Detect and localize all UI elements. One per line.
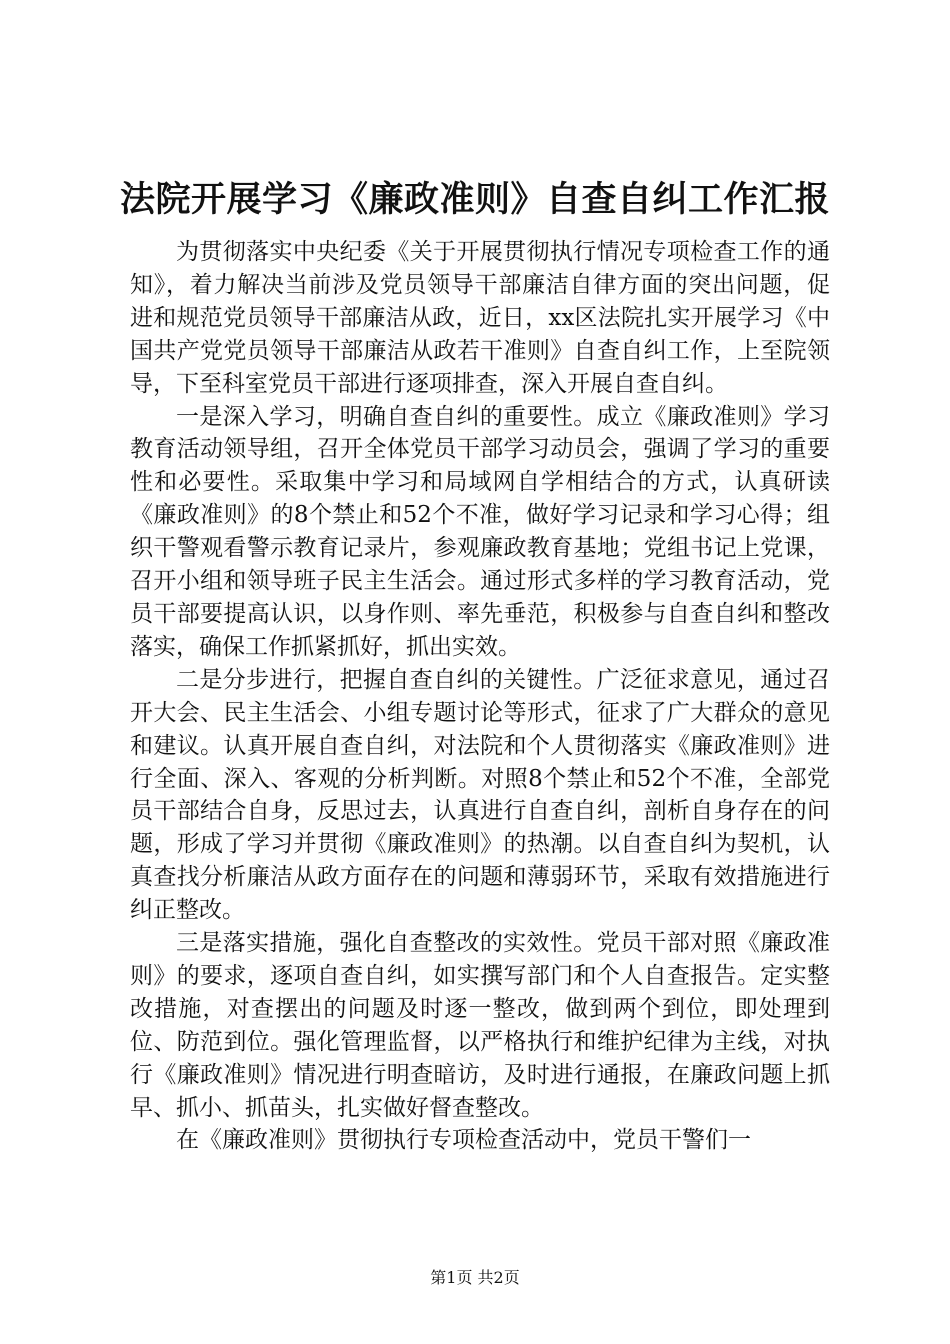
paragraph-study: 一是深入学习，明确自查自纠的重要性。成立《廉政准则》学习教育活动领导组，召开全体党员干部学习动员会，强调了学习的重要性和必要性。采取集中学习和局域网自学相结合的方式，认真研读《廉政准则》的8个禁止和52个不准，做好学习记录和学习心得；组织干警观看警示教育记录片，参观廉政教育基地；党组书记上党课，召开小组和领导班子民主生活会。通过形式多样的学习教育活动，党员干部要提高认识，以身作则、率先垂范，积极参与自查自纠和整改落实，确保工作抓紧抓好，抓出实效。: [130, 403, 830, 660]
paragraph-measures: 三是落实措施，强化自查整改的实效性。党员干部对照《廉政准则》的要求，逐项自查自纠，如实撰写部门和个人自查报告。定实整改措施，对查摆出的问题及时逐一整改，做到两个到位，即处理到位、防范到位。强化管理监督，以严格执行和维护纪律为主线，对执行《廉政准则》情况进行明查暗访，及时进行通报，在廉政问题上抓早、抓小、抓苗头，扎实做好督查整改。: [130, 930, 830, 1121]
paragraph-intro: 为贯彻落实中央纪委《关于开展贯彻执行情况专项检查工作的通知》，着力解决当前涉及党员领导干部廉洁自律方面的突出问题，促进和规范党员领导干部廉洁从政，近日，xx区法院扎实开展学习《中国共产党党员领导干部廉洁从政若干准则》自查自纠工作，上至院领导，下至科室党员干部进行逐项排查，深入开展自查自纠。: [130, 239, 830, 397]
document-body: [130, 236, 830, 1157]
page-footer: 第1页 共2页: [430, 1268, 520, 1287]
paragraph-continued: 在《廉政准则》贯彻执行专项检查活动中，党员干警们一: [176, 1127, 751, 1154]
document-title: 法院开展学习《廉政准则》自查自纠工作汇报: [119, 180, 830, 220]
paragraph-steps: 二是分步进行，把握自查自纠的关键性。广泛征求意见，通过召开大会、民主生活会、小组专题讨论等形式，征求了广大群众的意见和建议。认真开展自查自纠，对法院和个人贯彻落实《廉政准则》进行全面、深入、客观的分析判断。对照8个禁止和52个不准，全部党员干部结合自身，反思过去，认真进行自查自纠，剖析自身存在的问题，形成了学习并贯彻《廉政准则》的热潮。以自查自纠为契机，认真查找分析廉洁从政方面存在的问题和薄弱环节，采取有效措施进行纠正整改。: [130, 666, 830, 924]
